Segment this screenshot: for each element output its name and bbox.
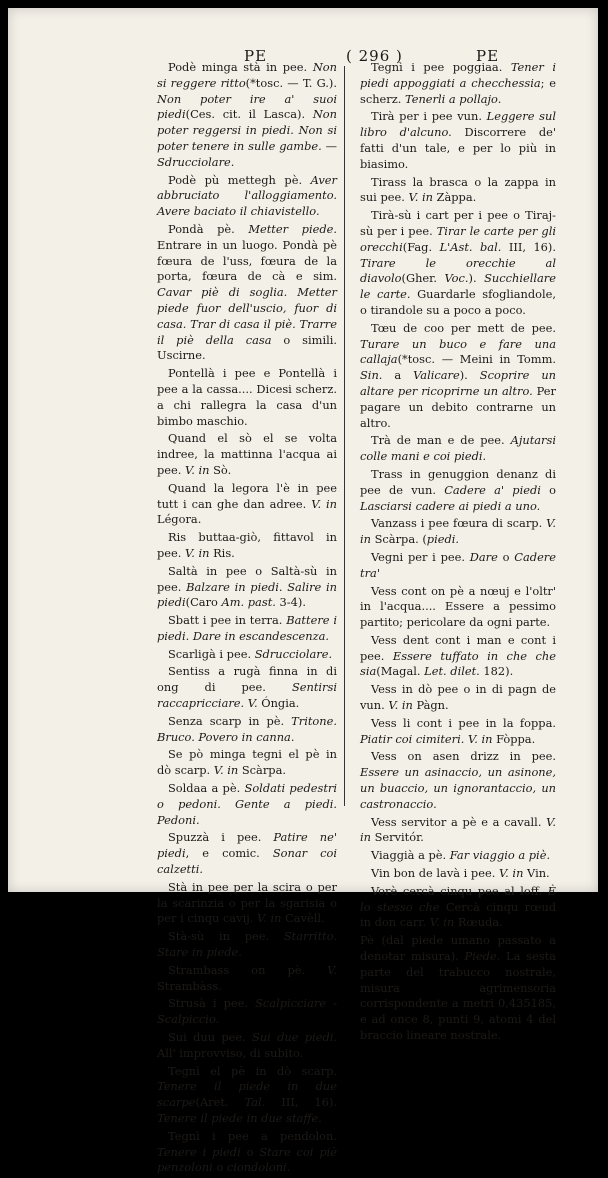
entry-italic-text: Sdrucciolare. — [157, 154, 235, 169]
entry-italic-text: Tirar le carte per gli orecchi — [360, 223, 556, 254]
entry-text: Trà de man e de pee. — [371, 433, 511, 448]
entry-italic-text: È lo stesso che — [360, 883, 556, 914]
entry-text: Pondà pè. — [168, 221, 249, 236]
entry-italic-text: Tenere il piede in due staffe. — [157, 1111, 322, 1125]
entry-text: Vess on asen drizz in pee. — [371, 749, 556, 764]
entry-text: Vorè cercà cinqu pee al loff. — [371, 883, 548, 898]
entry-text: Senza scarp in pè. — [168, 713, 292, 728]
entry-text: (Aret. — [195, 1095, 245, 1110]
entry-italic-text: Ajutarsi colle mani e coi piedi. — [360, 433, 556, 464]
dictionary-entry — [157, 1030, 337, 1062]
column-divider — [344, 66, 345, 806]
entry-italic-text: V. in — [408, 190, 433, 205]
entry-text: Ris. — [209, 545, 235, 560]
entry-text: Quand el sò el se volta indree, la mattinna l'acqua ai pee. — [157, 431, 337, 477]
entry-text: Soldaa a pè. — [168, 781, 245, 796]
entry-italic-text: Sin. — [360, 368, 383, 383]
entry-text: Stà in pee per la scira o per la scarinzia o per la sgarisia o per i cinqu cavij. — [157, 879, 337, 926]
entry-text: — — [321, 138, 338, 153]
entry-italic-text: V. in — [185, 462, 210, 477]
entry-italic-text: Aver abbruciato l'alloggiamento. Avere baciato il chiavistello. — [157, 172, 337, 219]
entry-text: Zàppa. — [432, 190, 477, 205]
dictionary-entry — [360, 467, 556, 514]
entry-text: (Fag. — [402, 239, 440, 254]
dictionary-entry — [360, 433, 556, 465]
entry-italic-text: Tener i piedi appoggiati a checchessia — [360, 60, 556, 90]
entry-text: Vess in dò pee o in di pagn de vun. — [360, 682, 556, 713]
entry-text: Tegnì i pee poggiaa. — [371, 60, 511, 74]
entry-italic-text: V. in — [498, 866, 524, 881]
entry-italic-text: Cadere a' piedi — [444, 482, 541, 497]
dictionary-entry — [360, 584, 556, 631]
entry-text: Discorrere de' fatti d'un tale, e per lo più in biasimo. — [360, 125, 556, 171]
entry-text: La sesta parte del trabucco nostrale, misura agrimensoria corrispondente a metri 0,435185, e ad once 8, punti 9, atomi 4 del braccio lineare nostrale. — [360, 949, 556, 1043]
entry-text: ; e scherz. — [360, 75, 557, 106]
entry-text: 182). — [479, 664, 514, 679]
right-column — [360, 60, 556, 1046]
entry-text: Strusà i pee. — [168, 996, 256, 1011]
entry-text: Stà-sù in pee. — [168, 929, 284, 944]
dictionary-entry — [360, 109, 556, 172]
entry-italic-text: Valicare — [413, 368, 460, 383]
entry-italic-text: Non poter reggersi in piedi. Non si poter tenere in sulle gambe. — [157, 107, 337, 153]
entry-text: (Magal. — [376, 664, 425, 679]
entry-text: Pàgn. — [412, 698, 449, 713]
entry-text: o simili. Uscirne. — [157, 332, 337, 363]
entry-text: Ris buttaa-giò, fittavol in pee. — [157, 530, 337, 560]
entry-italic-text: Tenere i piedi — [157, 1144, 241, 1159]
entry-text: Entrare in un luogo. Pondà pè fœura de l'uss, fœura de la porta, fœura de cà e sim. — [157, 237, 337, 284]
entry-text: All' improvviso, di subito. — [157, 1045, 304, 1060]
entry-italic-text: Sentirsi raccapricciare. V. — [157, 680, 337, 711]
entry-text: ). — [459, 368, 480, 383]
entry-italic-text: Tenere il piede in due scarpe — [157, 1079, 337, 1110]
dictionary-entry — [157, 1129, 337, 1176]
entry-text: Vess dent cont i man e cont i pee. — [360, 632, 556, 663]
entry-text: Sò. — [209, 462, 232, 477]
dictionary-entry — [360, 682, 556, 714]
entry-text: Vess servitor a pè e a cavall. — [371, 814, 547, 829]
entry-text: Sbatt i pee in terra. — [168, 613, 287, 628]
entry-text: Saltà in pee o Saltà-sù in pee. — [157, 563, 337, 594]
entry-italic-text: Leggere sul libro d'alcuno. — [360, 109, 557, 140]
entry-text: Tirass la brasca o la zappa in sui pee. — [360, 174, 556, 205]
entry-text: Tirà-sù i cart per i pee o Tiraj-sù per i pee. — [360, 208, 556, 238]
entry-text: Pontellà i pee e Pontellà i pee a la cassa.... Dicesi scherz. a chi rallegra la casa d'un bimbo maschio. — [157, 366, 337, 428]
entry-italic-text: V. in — [429, 915, 455, 930]
entry-italic-text: Non poter ire a' suoi piedi — [157, 91, 337, 122]
entry-text: o — [497, 549, 515, 564]
entry-text: Se pò minga tegni el pè in dò scarp. — [157, 747, 337, 778]
entry-text: Spuzzà i pee. — [168, 830, 274, 845]
dictionary-entry — [157, 366, 337, 429]
dictionary-entry — [157, 929, 337, 961]
dictionary-entry — [157, 173, 337, 220]
entry-italic-text: Tirare le orecchie al diavolo — [360, 255, 556, 286]
dictionary-entry — [360, 866, 556, 882]
dictionary-entry — [157, 747, 337, 779]
dictionary-entry — [360, 175, 556, 207]
dictionary-entry — [360, 848, 556, 864]
entry-italic-text: Far viaggio a piè. — [449, 848, 551, 863]
entry-text: Légora. — [157, 512, 202, 527]
entry-text: III, 16). — [265, 1095, 337, 1110]
entry-italic-text: Tenerli a pollajo. — [405, 91, 502, 106]
dictionary-entry — [157, 60, 337, 171]
entry-italic-text: V. in — [360, 814, 556, 845]
entry-text: Scàrpa. — [238, 763, 286, 778]
entry-text: Cercà cinqu rœud in don carr. — [360, 899, 556, 930]
entry-text: o — [240, 1144, 260, 1159]
entry-italic-text: Let. dilet. — [424, 664, 480, 679]
entry-text: III, 16). — [501, 239, 556, 254]
entry-text: Vanzass i pee fœura di scarp. — [371, 516, 547, 531]
entry-text: Vin bon de lavà i pee. — [371, 866, 499, 881]
entry-text: o — [212, 1160, 227, 1175]
dictionary-entry — [157, 1064, 337, 1127]
entry-text: (*tosc. — Meini in Tomm. — [397, 352, 556, 367]
entry-italic-text: Patire ne' piedi — [157, 830, 337, 861]
entry-text: Rœuda. — [454, 915, 503, 930]
dictionary-entry — [157, 530, 337, 562]
entry-text: Vess li cont i pee in la foppa. — [371, 715, 556, 730]
entry-text: Tegnì el pè in dò scarp. — [168, 1063, 337, 1078]
entry-italic-text: V. in — [185, 545, 210, 560]
entry-italic-text: Non si reggere ritto — [157, 60, 337, 90]
dictionary-entry — [360, 884, 556, 931]
entry-italic-text: Scoprire un altare per ricoprirne un altro. — [360, 368, 556, 398]
entry-italic-text: Essere un asinaccio, un asinone, un buaccio, un ignorantaccio, un castronaccio. — [360, 765, 556, 811]
entry-text: Fòppa. — [492, 731, 536, 746]
dictionary-entry — [360, 815, 556, 847]
entry-italic-text: Essere tuffato in che che sia — [360, 648, 556, 679]
entry-italic-text: L'Ast. bal. — [439, 239, 502, 254]
entry-text: Tegnì i pee a pendolon. — [168, 1128, 337, 1143]
dictionary-entry — [157, 880, 337, 927]
left-column — [157, 60, 337, 1178]
entry-text: Pè (dal piede umano passato a denotar misura). — [360, 933, 556, 964]
entry-text: (Gher. — [401, 271, 445, 286]
entry-text: Scàrpa. ( — [370, 532, 427, 547]
entry-italic-text: V. in — [213, 763, 239, 778]
dictionary-entry — [157, 664, 337, 711]
dictionary-entry — [157, 647, 337, 663]
dictionary-entry — [157, 830, 337, 877]
entry-italic-text: V. in — [388, 698, 413, 713]
entry-text: Guardarle sfogliandole, o tirandole su a poco a poco. — [360, 287, 557, 317]
entry-text: Sui duu pee. — [168, 1030, 253, 1045]
dictionary-entry — [360, 716, 556, 748]
entry-italic-text: ciondoloni. — [226, 1160, 291, 1175]
entry-text: Tœu de coo per mett de pee. — [371, 320, 556, 335]
dictionary-entry — [360, 516, 556, 548]
page-number: ( 296 ) — [346, 47, 403, 65]
dictionary-entry — [157, 613, 337, 645]
entry-text: Podè minga stà in pee. — [168, 60, 313, 74]
entry-text: Vin. — [523, 866, 550, 881]
dictionary-entry — [360, 60, 556, 107]
dictionary-entry — [360, 749, 556, 812]
entry-italic-text: Stare coi piè penzoloni — [157, 1144, 337, 1175]
entry-text: ). — [468, 271, 485, 286]
dictionary-entry — [360, 933, 556, 1044]
entry-italic-text: Piede. — [464, 949, 501, 964]
entry-italic-text: Sui due piedi. — [252, 1030, 337, 1045]
dictionary-entry — [360, 321, 556, 432]
entry-italic-text: Turare un buco e fare una callaja — [360, 336, 556, 367]
entry-text: , e comic. — [185, 846, 273, 861]
entry-italic-text: Piatir coi cimiteri. V. in — [360, 731, 493, 746]
dictionary-entry — [157, 714, 337, 746]
entry-text: Cavèll. — [281, 911, 325, 926]
entry-italic-text: Scalpicciare - Scalpiccio. — [157, 996, 337, 1027]
dictionary-entry — [360, 550, 556, 582]
dictionary-entry — [360, 208, 556, 319]
entry-italic-text: Cadere tra' — [360, 549, 556, 580]
entry-text: Óngia. — [257, 696, 300, 711]
dictionary-entry — [157, 431, 337, 478]
entry-italic-text: Soldati pedestri o pedoni. Gente a piedi. Pedoni. — [157, 781, 337, 827]
entry-text: Scarligà i pee. — [168, 646, 255, 661]
entry-text: (Caro — [185, 595, 222, 610]
entry-italic-text: Tritone. Bruco. Povero in canna. — [157, 713, 337, 744]
entry-italic-text: Voc. — [444, 271, 469, 286]
dictionary-entry — [157, 963, 337, 995]
entry-italic-text: Battere i piedi. Dare in escandescenza. — [157, 613, 337, 643]
entry-text: Quand la legora l'è in pee tutt i can ghe dan adree. — [157, 480, 337, 511]
entry-text: a — [382, 368, 414, 383]
dictionary-entry — [360, 633, 556, 680]
entry-italic-text: piedi. — [426, 532, 460, 547]
entry-italic-text: Sdrucciolare. — [254, 646, 333, 661]
entry-italic-text: Lasciarsi cadere ai piedi a uno. — [360, 498, 541, 513]
entry-text: Vess cont on pè a nœuj e l'oltr' in l'acqua.... Essere a pessimo partito; pericolare da ogni parte. — [360, 583, 556, 630]
entry-italic-text: Cavar piè di soglia. Metter piede fuor dell'uscio, fuor di casa. Trar di casa il piè. Trarre il piè della casa — [157, 285, 337, 347]
entry-italic-text: Dare — [469, 549, 498, 564]
entry-italic-text: Succhiellare le carte. — [360, 271, 556, 302]
entry-text: Sentiss a rugà finna in di ong di pee. — [157, 664, 337, 695]
entry-text: 3-4). — [275, 595, 306, 610]
entry-italic-text: Sonar coi calzetti. — [157, 846, 338, 877]
entry-text: Podè pù mettegh pè. — [168, 172, 311, 187]
entry-text: Trass in genuggion denanz di pee de vun. — [360, 466, 556, 497]
entry-italic-text: V. — [327, 962, 337, 977]
entry-text: Servitór. — [370, 830, 424, 845]
entry-text: o — [540, 482, 556, 497]
entry-italic-text: Am. past. — [221, 595, 276, 610]
running-head-right: PE — [476, 47, 500, 65]
entry-text: Strambass on pè. — [168, 962, 328, 977]
entry-italic-text: V. in — [360, 516, 556, 547]
entry-italic-text: V. in — [311, 496, 337, 511]
entry-text: Tirà per i pee vun. — [371, 109, 487, 124]
entry-italic-text: Metter piede. — [248, 221, 337, 236]
entry-text: Viaggià a pè. — [371, 848, 450, 863]
entry-text: Strambàss. — [157, 978, 222, 993]
entry-italic-text: Tal. — [244, 1095, 266, 1110]
dictionary-entry — [157, 996, 337, 1028]
entry-italic-text: V. in — [257, 911, 282, 926]
dictionary-entry — [157, 481, 337, 528]
entry-italic-text: Starritto. Stare in piede. — [157, 929, 337, 960]
dictionary-entry — [157, 564, 337, 611]
running-head-left: PE — [244, 47, 268, 65]
dictionary-entry — [157, 781, 337, 828]
entry-text: (Ces. cit. il Lasca). — [185, 107, 313, 122]
entry-text: Per pagare un debito contrarne un altro. — [360, 383, 556, 430]
entry-italic-text: Balzare in piedi. Salire in piedi — [157, 579, 337, 610]
entry-text: (*tosc. — T. G.). — [245, 75, 337, 90]
entry-text: Vegni per i pee. — [371, 549, 470, 564]
dictionary-entry — [157, 222, 337, 364]
